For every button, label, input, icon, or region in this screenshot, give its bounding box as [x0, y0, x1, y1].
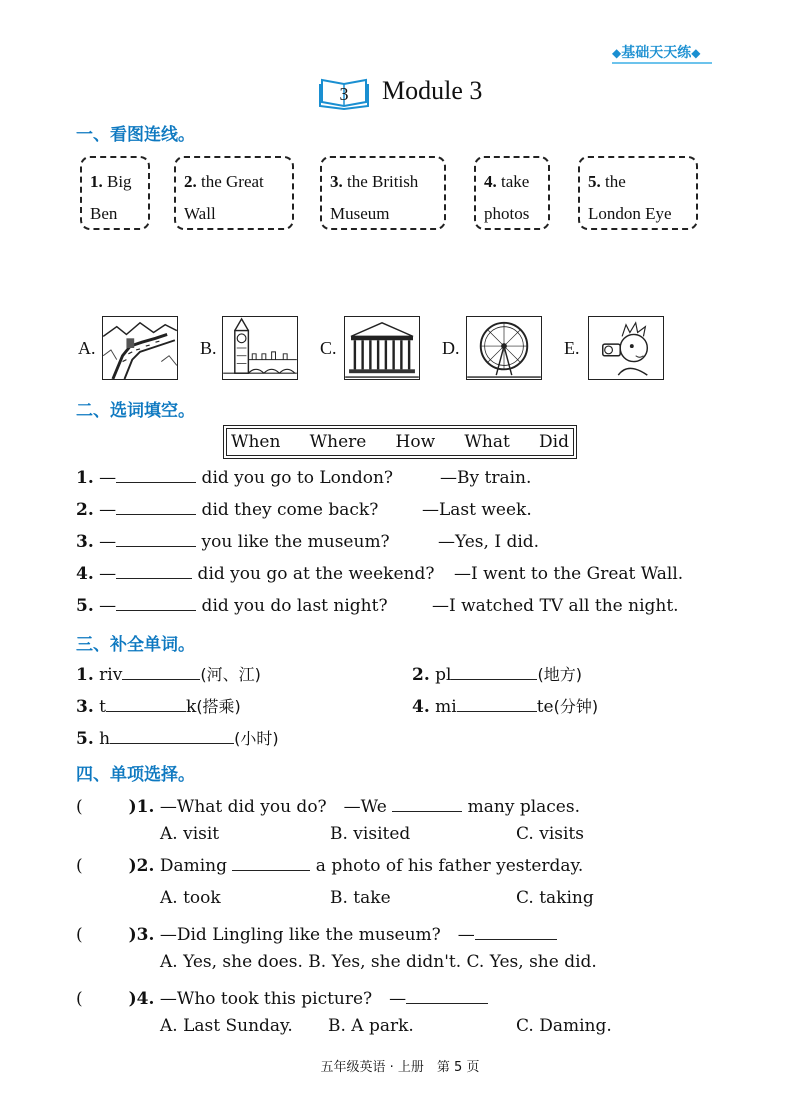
- card-text: Big: [102, 172, 132, 191]
- section4-title: 四、单项选择。: [76, 765, 195, 785]
- letters-blank[interactable]: [122, 665, 200, 680]
- option-a: A. Yes, she does.: [160, 952, 303, 972]
- item-number: 5.: [76, 596, 94, 616]
- page-footer: 五年级英语 · 上册 第 5 页: [320, 1060, 480, 1075]
- answer-blank[interactable]: [116, 500, 196, 515]
- item-number: 2.: [412, 665, 430, 685]
- card-text: Ben: [90, 204, 118, 223]
- word-item-2: [412, 662, 582, 685]
- card-text: the British: [342, 172, 419, 191]
- option-a: A. took: [160, 888, 221, 908]
- option-c: C. visits: [516, 824, 584, 844]
- picture-label-c: C.: [320, 338, 337, 358]
- item-number: )1.: [128, 797, 155, 817]
- question-text: —Did Lingling like the museum? —: [154, 925, 475, 945]
- word-item-3: [76, 694, 241, 717]
- question-text: —What did you do? —We: [154, 797, 387, 817]
- card-text: the Great: [196, 172, 264, 191]
- card-text: Museum: [330, 204, 390, 223]
- option-b: B. Yes, she didn't.: [308, 952, 462, 972]
- dash: —: [99, 564, 117, 584]
- word-part: pl: [429, 665, 452, 685]
- word-part: te: [536, 697, 554, 717]
- question-text: many places.: [462, 797, 580, 817]
- answer-blank[interactable]: [116, 596, 196, 611]
- answer-slot[interactable]: [83, 798, 129, 812]
- book-icon: [318, 76, 370, 110]
- card-number: 4.: [484, 172, 497, 191]
- diamond-icon: ◆: [612, 46, 622, 60]
- word-item-5: [76, 726, 279, 749]
- word-part: k: [186, 697, 197, 717]
- fill-item-3: [76, 532, 390, 552]
- question-text: a photo of his father yesterday.: [310, 856, 584, 876]
- dash: —: [99, 532, 117, 552]
- item-number: 3.: [76, 697, 94, 717]
- picture-label-e: E.: [564, 338, 580, 358]
- dash: —: [99, 500, 117, 520]
- option-c: C. taking: [516, 888, 594, 908]
- reply-text: —I went to the Great Wall.: [454, 564, 684, 584]
- question-text: did they come back?: [196, 500, 379, 520]
- word-option: Where: [309, 432, 367, 452]
- dash: —: [99, 596, 117, 616]
- item-number: 5.: [76, 729, 94, 749]
- question-text: Daming: [154, 856, 227, 876]
- word-item-4: [412, 694, 598, 717]
- letters-blank[interactable]: [110, 729, 234, 744]
- letters-blank[interactable]: [451, 665, 537, 680]
- answer-blank[interactable]: [392, 797, 462, 812]
- answer-blank[interactable]: [116, 468, 196, 483]
- item-number: 3.: [76, 532, 94, 552]
- series-label: 基础天天练: [621, 45, 692, 61]
- question-text: did you go at the weekend?: [192, 564, 435, 584]
- reply-text: —I watched TV all the night.: [432, 596, 679, 616]
- british-museum-picture: [344, 316, 420, 380]
- answer-paren: (: [76, 797, 83, 817]
- choice-question-3: [76, 920, 557, 945]
- option-a: A. visit: [160, 824, 220, 844]
- card-text: take: [496, 172, 530, 191]
- word-option: What: [464, 432, 510, 452]
- picture-label-a: A.: [78, 338, 96, 358]
- header-underline: [612, 62, 712, 64]
- word-item-1: [76, 662, 261, 685]
- item-number: )4.: [128, 989, 155, 1009]
- word-option: How: [395, 432, 436, 452]
- match-card-5: [578, 156, 698, 230]
- fill-item-2: [76, 500, 378, 520]
- word-option: Did: [539, 432, 569, 452]
- match-card-3: [320, 156, 446, 230]
- item-number: )3.: [128, 925, 155, 945]
- answer-blank[interactable]: [475, 925, 557, 940]
- fill-item-5: [76, 596, 388, 616]
- answer-slot[interactable]: [83, 990, 129, 1004]
- card-number: 3.: [330, 172, 343, 191]
- item-number: 1.: [76, 468, 94, 488]
- picture-label-d: D.: [442, 338, 460, 358]
- card-text: photos: [484, 204, 530, 223]
- item-number: 4.: [412, 697, 430, 717]
- word-part: mi: [429, 697, 457, 717]
- answer-blank[interactable]: [116, 532, 196, 547]
- reply-text: —Last week.: [422, 500, 532, 520]
- word-part: riv: [93, 665, 123, 685]
- card-number: 1.: [90, 172, 103, 191]
- option-b: B. take: [330, 888, 391, 908]
- option-row-3: [160, 952, 597, 972]
- chinese-hint: (搭乘): [196, 697, 241, 716]
- match-card-4: [474, 156, 550, 230]
- option-c: C. Daming.: [516, 1016, 612, 1036]
- option-a: A. Last Sunday.: [160, 1016, 293, 1036]
- card-text: the: [600, 172, 626, 191]
- take-photos-picture: [588, 316, 664, 380]
- london-eye-picture: [466, 316, 542, 380]
- option-b: B. A park.: [328, 1016, 414, 1036]
- answer-slot[interactable]: [83, 857, 129, 871]
- answer-blank[interactable]: [116, 564, 192, 579]
- section1-title: 一、看图连线。: [76, 125, 195, 145]
- big-ben-picture: [222, 316, 298, 380]
- chinese-hint: (小时): [234, 729, 279, 748]
- question-text: —Who took this picture? —: [154, 989, 407, 1009]
- diamond-icon: ◆: [691, 46, 701, 60]
- reply-text: —By train.: [440, 468, 532, 488]
- chinese-hint: (分钟): [553, 697, 599, 716]
- word-part: t: [93, 697, 106, 717]
- card-number: 5.: [588, 172, 601, 191]
- reply-text: —Yes, I did.: [438, 532, 540, 552]
- word-bank: [226, 428, 574, 456]
- fill-item-1: [76, 468, 393, 488]
- choice-question-1: [76, 792, 580, 817]
- answer-paren: (: [76, 989, 83, 1009]
- letters-blank[interactable]: [106, 697, 186, 712]
- choice-question-4: [76, 984, 488, 1009]
- item-number: 2.: [76, 500, 94, 520]
- dash: —: [99, 468, 117, 488]
- question-text: did you go to London?: [196, 468, 394, 488]
- picture-label-b: B.: [200, 338, 217, 358]
- unit-title: Module 3: [382, 76, 483, 105]
- item-number: 1.: [76, 665, 94, 685]
- option-c: C. Yes, she did.: [466, 952, 597, 972]
- choice-question-2: [76, 856, 583, 876]
- answer-slot[interactable]: [83, 926, 129, 940]
- chinese-hint: (地方): [537, 665, 582, 684]
- answer-paren: (: [76, 925, 83, 945]
- answer-blank[interactable]: [232, 856, 310, 871]
- question-text: you like the museum?: [196, 532, 390, 552]
- item-number: )2.: [128, 856, 155, 876]
- word-part: h: [93, 729, 111, 749]
- match-card-2: [174, 156, 294, 230]
- great-wall-picture: [102, 316, 178, 380]
- card-text: London Eye: [588, 204, 672, 223]
- unit-number: 3: [339, 84, 349, 104]
- card-number: 2.: [184, 172, 197, 191]
- series-tag: [612, 42, 700, 62]
- question-text: did you do last night?: [196, 596, 388, 616]
- word-option: When: [231, 432, 281, 452]
- option-b: B. visited: [330, 824, 411, 844]
- section2-title: 二、选词填空。: [76, 401, 195, 421]
- answer-blank[interactable]: [406, 989, 488, 1004]
- fill-item-4: [76, 564, 434, 584]
- answer-paren: (: [76, 856, 83, 876]
- item-number: 4.: [76, 564, 94, 584]
- card-text: Wall: [184, 204, 216, 223]
- match-card-1: [80, 156, 150, 230]
- section3-title: 三、补全单词。: [76, 635, 195, 655]
- letters-blank[interactable]: [457, 697, 537, 712]
- chinese-hint: (河、江): [200, 665, 261, 684]
